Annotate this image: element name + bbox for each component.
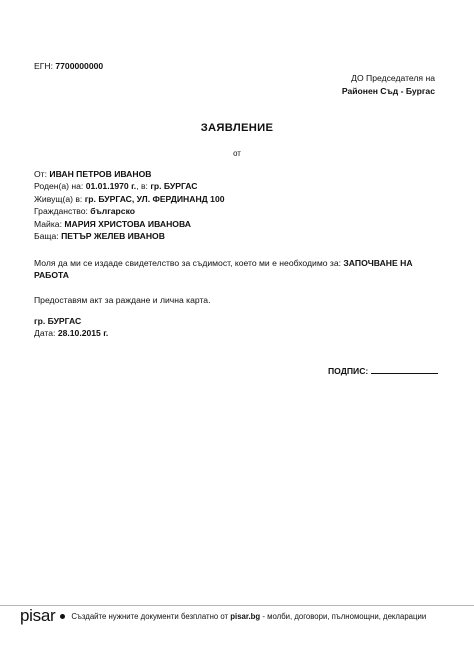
egn-label: ЕГН:	[34, 61, 53, 71]
closing-date-line: Дата: 28.10.2015 г.	[34, 328, 109, 339]
signature-line	[328, 364, 438, 376]
pisar-logo: pisar	[20, 606, 56, 625]
footer-site-link[interactable]: pisar.bg	[230, 611, 261, 621]
father-line: Баща: ПЕТЪР ЖЕЛЕВ ИВАНОВ	[34, 231, 165, 242]
signature-blank	[371, 364, 438, 374]
request-purpose: ЗАПОЧВАНЕ НА РАБОТА	[34, 258, 413, 281]
request-paragraph: Моля да ми се издаде свидетелство за съдимост, което ми е необходимо за: ЗАПОЧВАНЕ НА РАБОТА	[34, 258, 413, 281]
mother-name: МАРИЯ ХРИСТОВА ИВАНОВА	[64, 218, 191, 229]
resident-line: Живущ(а) в: гр. БУРГАС, УЛ. ФЕРДИНАНД 100	[34, 193, 225, 204]
citizenship-line: Гражданство: българско	[34, 206, 136, 217]
addressee-line2: Районен Съд - Бургас	[341, 85, 435, 96]
from-line: От: ИВАН ПЕТРОВ ИВАНОВ	[34, 169, 152, 179]
closing-place: гр. БУРГАС	[34, 316, 82, 326]
applicant-info	[34, 168, 225, 242]
addressee-line1: ДО Председателя на	[351, 73, 435, 83]
address: гр. БУРГАС, УЛ. ФЕРДИНАНД 100	[84, 193, 225, 204]
closing-block	[34, 315, 108, 340]
born-line: Роден(а) на: 01.01.1970 г., в: гр. БУРГАС	[34, 181, 198, 192]
egn-line	[34, 60, 103, 72]
father-name: ПЕТЪР ЖЕЛЕВ ИВАНОВ	[61, 231, 165, 242]
citizenship: българско	[90, 206, 136, 217]
document-title: ЗАЯВЛЕНИЕ	[200, 122, 274, 134]
footer	[20, 606, 426, 626]
addressee-block	[342, 72, 435, 97]
bullet-icon	[60, 614, 65, 619]
footer-text: Създайте нужните документи безплатно от pisar.bg - молби, договори, пълномощни, декларации	[71, 611, 427, 621]
from-word: от	[233, 149, 241, 158]
closing-date: 28.10.2015 г.	[57, 328, 109, 339]
born-place: гр. БУРГАС	[150, 181, 198, 192]
applicant-name: ИВАН ПЕТРОВ ИВАНОВ	[49, 169, 152, 179]
attachments-line: Предоставям акт за раждане и лична карта.	[34, 295, 211, 305]
mother-line: Майка: МАРИЯ ХРИСТОВА ИВАНОВА	[34, 218, 191, 229]
born-date: 01.01.1970 г.	[85, 181, 137, 192]
egn-value: 7700000000	[55, 61, 104, 71]
signature-label: ПОДПИС:	[328, 366, 369, 376]
